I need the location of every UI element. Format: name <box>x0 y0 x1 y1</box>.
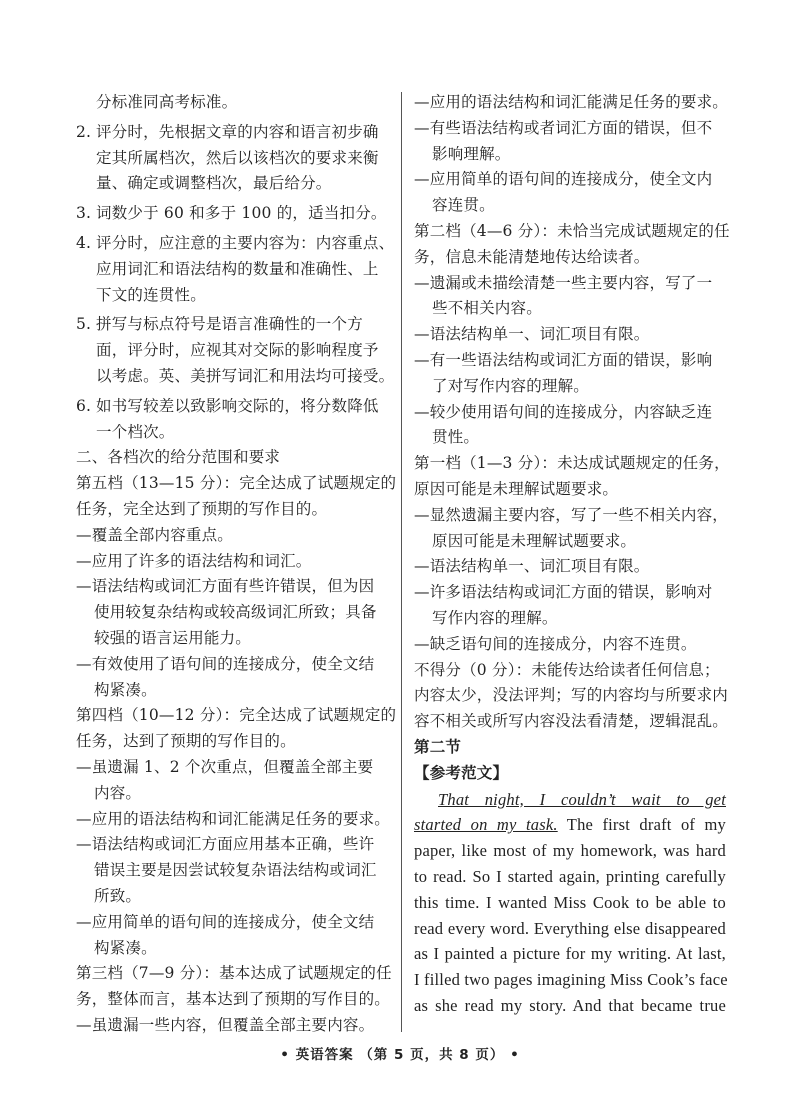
list-item-6 <box>76 394 386 420</box>
underlined-sentence: started on my task. <box>414 815 558 835</box>
text-line: 写作内容的理解。 <box>432 608 558 627</box>
item-text: 评分时，应注意的主要内容为：内容重点、 <box>96 233 395 252</box>
underlined-sentence: That night, I couldn’t wait to get <box>438 789 726 809</box>
text-line: 面，评分时，应视其对交际的影响程度予 <box>96 341 379 360</box>
grade-1-heading: 第一档（1—3 分）：未达成试题规定的任务， <box>414 454 730 473</box>
text-line: 量、确定或调整档次，最后给分。 <box>96 174 332 193</box>
text-line: 下文的连贯性。 <box>96 285 206 304</box>
criterion-line: —有些语法结构或者词汇方面的错误，但不 <box>414 118 713 137</box>
essay-text: The first draft of my <box>557 815 727 835</box>
criterion-line: —有一些语法结构或词汇方面的错误，影响 <box>414 350 713 369</box>
grade-3-heading: 第三档（7—9 分）：基本达成了试题规定的任 <box>76 964 392 983</box>
list-item-2 <box>76 120 386 146</box>
section-heading: 二、各档次的给分范围和要求 <box>76 448 281 467</box>
text-line: 所致。 <box>94 886 142 905</box>
page-footer: • 英语答案 （第 5 页，共 8 页） • <box>280 1047 520 1063</box>
text-line: 务，信息未能清楚地传达给读者。 <box>414 247 650 266</box>
text-line: 构紧凑。 <box>94 680 157 699</box>
item-number: 2. <box>76 122 92 141</box>
text-line: 容连贯。 <box>432 196 495 215</box>
criterion-line: —有效使用了语句间的连接成分，使全文结 <box>76 654 375 673</box>
essay-line: read every word. Everything else disappeared <box>414 918 726 938</box>
grade-0-heading: 不得分（0 分）：未能传达给读者任何信息； <box>414 660 720 679</box>
text-line: 原因可能是未理解试题要求。 <box>414 479 619 498</box>
criterion-line: —语法结构或词汇方面应用基本正确，些许 <box>76 835 375 854</box>
item-number: 3. <box>76 204 92 223</box>
criterion-line: —语法结构单一、词汇项目有限。 <box>414 325 650 344</box>
list-item-4 <box>76 231 395 257</box>
item-text: 如书写较差以致影响交际的，将分数降低 <box>96 396 379 415</box>
text-line: 贯性。 <box>432 428 480 447</box>
criterion-line: —缺乏语句间的连接成分，内容不连贯。 <box>414 634 697 653</box>
essay-line: this time. I wanted Miss Cook to be able to <box>414 892 726 912</box>
essay-line: as she read my story. And that became true <box>414 995 726 1015</box>
essay-line: as I painted a picture for my writing. At last, <box>414 944 726 964</box>
text-line: 务，整体而言，基本达到了预期的写作目的。 <box>76 990 391 1009</box>
criterion-line: —许多语法结构或词汇方面的错误，影响对 <box>414 583 713 602</box>
text-line: 一个档次。 <box>96 422 175 441</box>
text-line: 应用词汇和语法结构的数量和准确性、上 <box>96 259 379 278</box>
essay-line: paper, like most of my homework, was hard <box>414 841 726 861</box>
grade-5-heading: 第五档（13—15 分）：完全达成了试题规定的 <box>76 474 397 493</box>
text-line: 使用较复杂结构或较高级词汇所致；具备 <box>94 603 377 622</box>
criterion-line: —应用了许多的语法结构和词汇。 <box>76 551 312 570</box>
list-item-3 <box>76 201 386 227</box>
text-line: 内容太少，没法评判；写的内容均与所要求内 <box>414 686 729 705</box>
grade-4-heading: 第四档（10—12 分）：完全达成了试题规定的 <box>76 706 397 725</box>
criterion-line: —遗漏或未描绘清楚一些主要内容，写了一 <box>414 273 713 292</box>
essay-line: I filled two pages imagining Miss Cook’s face <box>414 970 728 990</box>
criterion-line: —较少使用语句间的连接成分，内容缺乏连 <box>414 402 713 421</box>
text-line: 原因可能是未理解试题要求。 <box>432 531 637 550</box>
criterion-line: —应用简单的语句间的连接成分，使全文结 <box>76 912 375 931</box>
text-line: 定其所属档次，然后以该档次的要求来衡 <box>96 148 379 167</box>
text-line: 影响理解。 <box>432 144 511 163</box>
criterion-line: —语法结构单一、词汇项目有限。 <box>414 557 650 576</box>
criterion-line: —覆盖全部内容重点。 <box>76 525 234 544</box>
list-item-5 <box>76 312 386 338</box>
item-number: 6. <box>76 396 92 415</box>
text-line: 了对写作内容的理解。 <box>432 376 590 395</box>
item-text: 拼写与标点符号是语言准确性的一个方 <box>96 315 363 334</box>
text-line: 任务，达到了预期的写作目的。 <box>76 732 296 751</box>
item-number: 5. <box>76 315 92 334</box>
right-column <box>414 90 730 1019</box>
reference-essay-title: 【参考范文】 <box>414 763 509 782</box>
section-2-title: 第二节 <box>414 737 462 756</box>
text-line: 较强的语言运用能力。 <box>94 628 252 647</box>
essay-line: to read. So I started again, printing carefully <box>414 866 726 886</box>
item-text: 评分时，先根据文章的内容和语言初步确 <box>96 122 379 141</box>
criterion-line: —虽遗漏 1、2 个次重点，但覆盖全部主要 <box>76 757 374 776</box>
criterion-line: —语法结构或词汇方面有些许错误，但为因 <box>76 577 375 596</box>
criterion-line: —应用的语法结构和词汇能满足任务的要求。 <box>414 93 729 111</box>
criterion-line: —应用的语法结构和词汇能满足任务的要求。 <box>76 809 391 828</box>
item-number: 4. <box>76 233 92 252</box>
text-line: 构紧凑。 <box>94 938 157 957</box>
left-column <box>76 90 397 1039</box>
essay-line <box>414 787 726 813</box>
text-line: 内容。 <box>94 783 142 802</box>
text-line: 容不相关或所写内容没法看清楚，逻辑混乱。 <box>414 712 729 731</box>
text-line: 些不相关内容。 <box>432 299 542 318</box>
criterion-line: —显然遗漏主要内容，写了一些不相关内容， <box>414 505 729 524</box>
text-line: 以考虑。英、美拼写词汇和用法均可接受。 <box>96 366 395 385</box>
criterion-line: —虽遗漏一些内容，但覆盖全部主要内容。 <box>76 1015 375 1034</box>
text-line: 任务，完全达到了预期的写作目的。 <box>76 499 328 518</box>
column-divider <box>401 92 402 1032</box>
criterion-line: —应用简单的语句间的连接成分，使全文内 <box>414 170 713 189</box>
item-text: 词数少于 60 和多于 100 的，适当扣分。 <box>96 204 387 223</box>
grade-2-heading: 第二档（4—6 分）：未恰当完成试题规定的任 <box>414 221 730 240</box>
text-line: 分标准同高考标准。 <box>96 93 238 111</box>
text-line: 错误主要是因尝试较复杂语法结构或词汇 <box>94 861 377 880</box>
essay-line <box>414 812 726 838</box>
